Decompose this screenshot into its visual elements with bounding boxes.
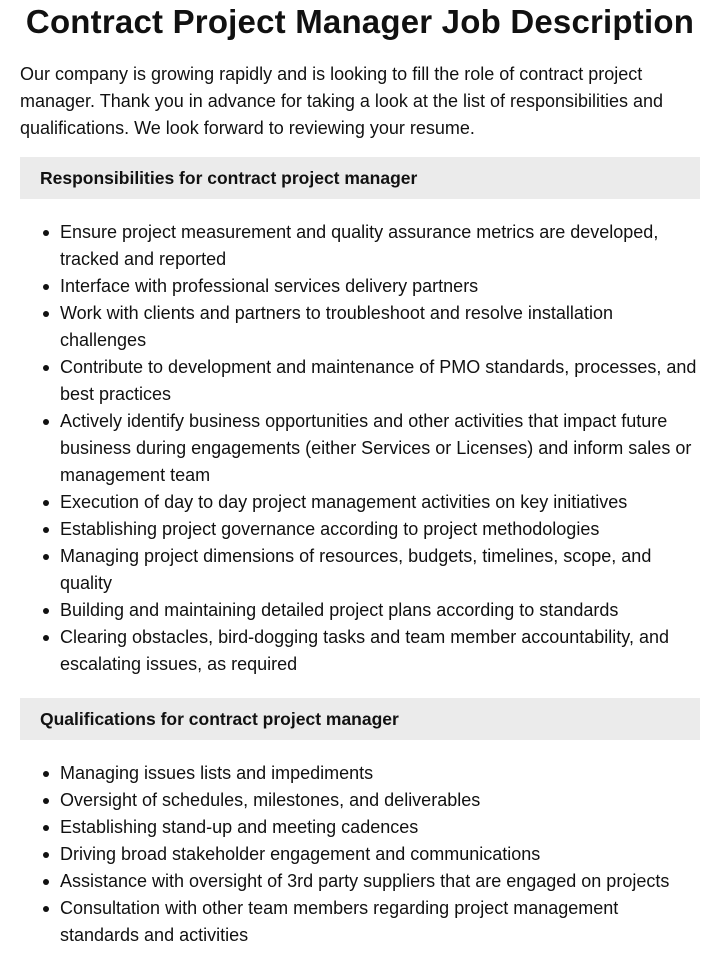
responsibilities-list [20, 219, 700, 678]
list-item: Assistance with oversight of 3rd party suppliers that are engaged on projects [20, 868, 700, 895]
page-title: Contract Project Manager Job Description [25, 3, 695, 40]
qualifications-heading-text: Qualifications for contract project manager [40, 708, 399, 729]
list-item: Establishing project governance according to project methodologies [20, 516, 700, 543]
list-item: Oversight of schedules, milestones, and deliverables [20, 787, 700, 814]
list-item: Actively identify business opportunities and other activities that impact future business during engagements (either Services or Licenses) and inform sales or management team [20, 408, 700, 489]
list-item: Interface with professional services delivery partners [20, 273, 700, 300]
list-item: Contribute to development and maintenance of PMO standards, processes, and best practices [20, 354, 700, 408]
list-item: Ensure project measurement and quality assurance metrics are developed, tracked and reported [20, 219, 700, 273]
list-item: Driving broad stakeholder engagement and communications [20, 841, 700, 868]
responsibilities-heading [20, 157, 700, 199]
list-item: Establishing stand-up and meeting cadences [20, 814, 700, 841]
list-item: Execution of day to day project management activities on key initiatives [20, 489, 700, 516]
list-item: Consultation with other team members regarding project management standards and activities [20, 895, 700, 949]
list-item: Managing project dimensions of resources, budgets, timelines, scope, and quality [20, 543, 700, 597]
responsibilities-heading-text: Responsibilities for contract project manager [40, 167, 418, 188]
intro-paragraph: Our company is growing rapidly and is looking to fill the role of contract project manager. Thank you in advance for taking a look at the list of responsibilities and qualifications. We look forward to reviewing your resume. [20, 64, 664, 138]
list-item: Clearing obstacles, bird-dogging tasks and team member accountability, and escalating issues, as required [20, 624, 700, 678]
list-item: Managing issues lists and impediments [20, 760, 700, 787]
list-item: Work with clients and partners to troubleshoot and resolve installation challenges [20, 300, 700, 354]
qualifications-heading [20, 698, 700, 740]
qualifications-list [20, 760, 700, 949]
list-item: Building and maintaining detailed project plans according to standards [20, 597, 700, 624]
